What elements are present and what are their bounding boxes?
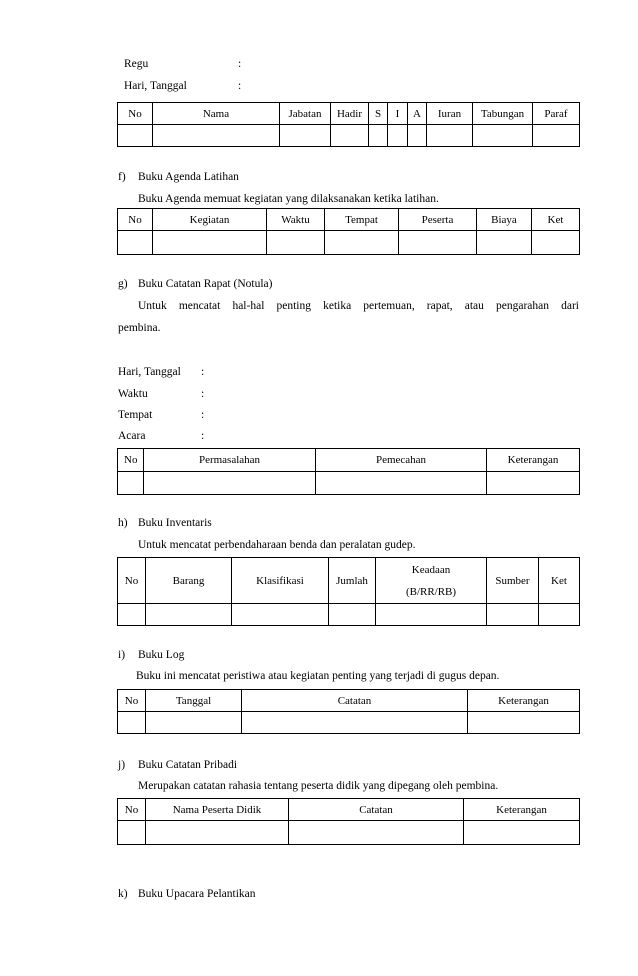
section-f-desc: Buku Agenda memuat kegiatan yang dilaksanakan ketika latihan. <box>138 193 439 205</box>
header-cell: Paraf <box>533 103 580 125</box>
header-cell: Tanggal <box>146 690 242 712</box>
notula-field-colon: : <box>201 388 205 400</box>
section-j-title: Buku Catatan Pribadi <box>138 759 238 771</box>
notula-field-label: Acara <box>118 430 146 442</box>
header-cell: Keterangan <box>464 799 580 821</box>
section-i-title: Buku Log <box>138 649 185 661</box>
section-g-marker: g) <box>118 278 128 290</box>
section-i-marker: i) <box>118 649 126 661</box>
notula-field-colon: : <box>201 409 205 421</box>
header-cell: No <box>118 449 144 472</box>
header-cell: No <box>118 799 146 821</box>
table-notula <box>117 448 580 495</box>
header-cell: Ket <box>539 558 580 604</box>
section-k-title: Buku Upacara Pelantikan <box>138 888 256 900</box>
header-cell: Permasalahan <box>144 449 316 472</box>
keadaan-header <box>376 558 487 604</box>
header-cell: Waktu <box>267 209 325 231</box>
header-cell: Pemecahan <box>316 449 487 472</box>
section-g-desc-line2: pembina. <box>118 322 161 334</box>
header-cell: Ket <box>532 209 580 231</box>
empty-row <box>118 472 580 495</box>
table-absen <box>117 102 580 147</box>
notula-field-label: Tempat <box>118 409 153 421</box>
section-f-marker: f) <box>118 171 126 183</box>
header-cell: S <box>369 103 388 125</box>
section-j-desc: Merupakan catatan rahasia tentang peserta didik yang dipegang oleh pembina. <box>138 780 499 792</box>
header-cell: Iuran <box>427 103 473 125</box>
header-cell: Keterangan <box>487 449 580 472</box>
header-cell: No <box>118 209 153 231</box>
section-f-title: Buku Agenda Latihan <box>138 171 239 183</box>
header-cell: Nama <box>153 103 280 125</box>
header-cell: Klasifikasi <box>232 558 329 604</box>
keadaan-label: Keadaan <box>411 563 451 576</box>
section-h-desc: Untuk mencatat perbendaharaan benda dan peralatan gudep. <box>138 539 416 551</box>
section-k-marker: k) <box>118 888 128 900</box>
table-log <box>117 689 580 734</box>
header-cell: Jabatan <box>280 103 331 125</box>
header-cell: No <box>118 103 153 125</box>
section-i-desc: Buku ini mencatat peristiwa atau kegiatan penting yang terjadi di gugus depan. <box>136 670 500 682</box>
notula-field-label: Waktu <box>118 388 148 400</box>
regu-label: Regu <box>124 58 149 70</box>
header-cell: Tempat <box>325 209 399 231</box>
empty-row <box>118 604 580 626</box>
header-cell: I <box>388 103 408 125</box>
notula-field-colon: : <box>201 430 205 442</box>
regu-colon: : <box>238 58 242 70</box>
header-cell: No <box>118 690 146 712</box>
header-cell: Peserta <box>399 209 477 231</box>
section-h-marker: h) <box>118 517 128 529</box>
hari-tanggal-label: Hari, Tanggal <box>124 80 187 92</box>
hari-tanggal-colon: : <box>238 80 242 92</box>
empty-row <box>118 821 580 845</box>
section-g-desc-line1: Untuk mencatat hal-hal penting ketika pertemuan, rapat, atau pengarahan dari <box>138 300 579 312</box>
header-cell: No <box>118 558 146 604</box>
header-cell: Hadir <box>331 103 369 125</box>
header-cell: Jumlah <box>329 558 376 604</box>
table-inventaris <box>117 557 580 626</box>
header-cell: Biaya <box>477 209 532 231</box>
table-agenda-latihan <box>117 208 580 255</box>
section-g-title: Buku Catatan Rapat (Notula) <box>138 278 273 290</box>
empty-row <box>118 125 580 147</box>
header-cell: Nama Peserta Didik <box>146 799 289 821</box>
section-h-title: Buku Inventaris <box>138 517 212 529</box>
empty-row <box>118 712 580 734</box>
header-cell: Barang <box>146 558 232 604</box>
empty-row <box>118 231 580 255</box>
header-cell: Kegiatan <box>153 209 267 231</box>
table-catatan-pribadi <box>117 798 580 845</box>
header-cell: Keterangan <box>468 690 580 712</box>
section-j-marker: j) <box>118 759 126 771</box>
header-cell: Catatan <box>289 799 464 821</box>
notula-field-colon: : <box>201 366 205 378</box>
keadaan-sub-label: (B/RR/RB) <box>405 585 457 598</box>
header-cell: Tabungan <box>473 103 533 125</box>
header-cell: Catatan <box>242 690 468 712</box>
header-cell: Sumber <box>487 558 539 604</box>
header-cell: A <box>408 103 427 125</box>
notula-field-label: Hari, Tanggal <box>118 366 181 378</box>
